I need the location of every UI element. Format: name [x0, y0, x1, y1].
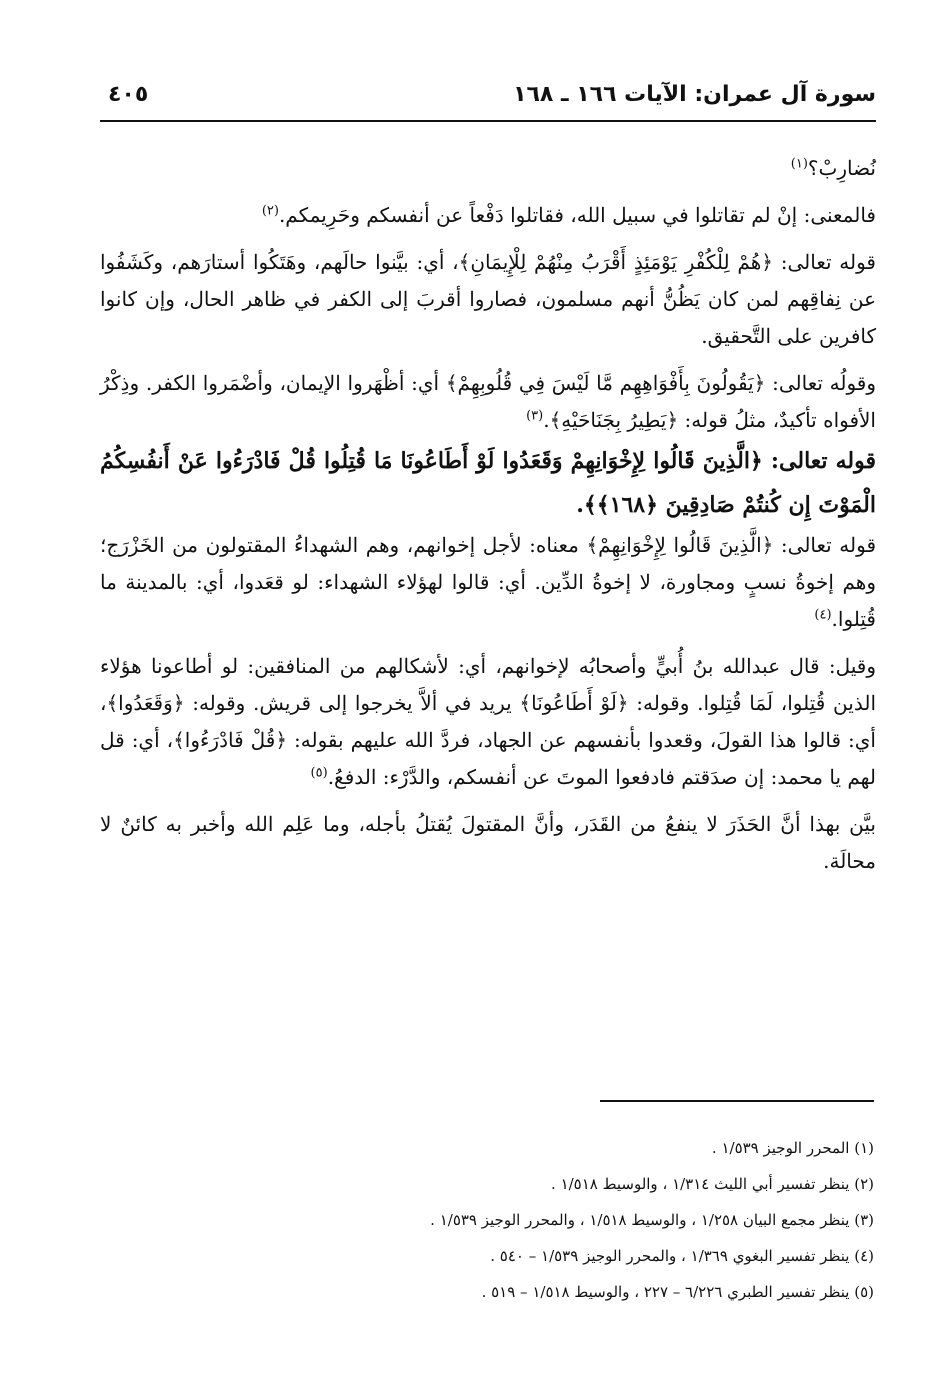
running-title: سورة آل عمران: الآيات ١٦٦ ـ ١٦٨: [513, 82, 876, 107]
verse-heading: قوله تعالى: ﴿الَّذِينَ قَالُوا لِإِخْوَانِهِمْ وَقَعَدُوا لَوْ أَطَاعُونَا مَا قُتِلُوا قُلْ فَادْرَءُوا عَنْ أَنفُسِكُمُ الْمَوْتَ إِن كُنتُمْ صَادِقِينَ ﴿١٦٨﴾﴾.: [100, 448, 876, 518]
paragraph-4-text: وقولُه تعالى: ﴿يَقُولُونَ بِأَفْوَاهِهِم مَّا لَيْسَ فِي قُلُوبِهِمْ﴾ أي: أظْهَروا الإيمان، وأضْمَروا الكفر. وذِكْرُ الأفواه تأكيدٌ، مثلُ قوله: ﴿يَطِيرُ بِجَنَاحَيْهِ﴾.: [100, 371, 877, 432]
paragraph-2: [100, 197, 876, 234]
footnote-1: (١) المحرر الوجيز ١/٥٣٩ .: [711, 1139, 874, 1157]
footnotes: [100, 1130, 874, 1310]
footnote-ref-4: (٤): [814, 607, 832, 623]
paragraph-6-text: وقيل: قال عبدالله بنُ أُبيٍّ وأصحابُه لإخوانهم، أي: لأشكالهم من المنافقين: لو أطاعونا هؤلاء الذين قُتِلوا، لَمَا قُتِلوا. وقوله: ﴿لَوْ أَطَاعُونَا﴾ يريد في ألاَّ يخرجوا إلى قريش. وقوله: ﴿وَقَعَدُوا﴾، أي: قالوا هذا القولَ، وقعدوا بأنفسهم عن الجهاد، فردَّ الله عليهم بقوله: ﴿قُلْ فَادْرَءُوا﴾، أي: قل لهم يا محمد: إن صدَقتم فادفعوا الموتَ عن أنفسكم، والدَّرْء: الدفعُ.: [100, 654, 876, 789]
paragraph-1: [100, 150, 876, 187]
footnote-ref-1: (١): [790, 156, 808, 172]
paragraph-5-text: قوله تعالى: ﴿الَّذِينَ قَالُوا لِإِخْوَانِهِمْ﴾ معناه: لأجل إخوانهم، وهم الشهداءُ المقتولون من الخَزْرَج؛ وهم إخوةُ نسبٍ ومجاورة، لا إخوةُ الدِّين. أي: قالوا لهؤلاء الشهداء: لو قعَدوا، أي: بالمدينة ما قُتِلوا.: [100, 533, 876, 631]
paragraph-6: [100, 648, 876, 796]
page-number: ٤٠٥: [108, 82, 149, 107]
footnote-5: (٥) ينظر تفسير الطبري ٦/٢٢٦ – ٢٢٧ ، والوسيط ١/٥١٨ – ٥١٩ .: [481, 1283, 874, 1301]
page-header: [100, 78, 876, 122]
paragraph-7: بيَّن بهذا أنَّ الحَذَرَ لا ينفعُ من القَدَر، وأنَّ المقتولَ يُقتلُ بأجله، وما عَلِم الله وأخبر به كائنٌ لا محالَة.: [100, 812, 876, 873]
footnote-separator: [600, 1100, 874, 1102]
footnote-ref-5: (٥): [310, 765, 328, 781]
paragraph-3: قوله تعالى: ﴿هُمْ لِلْكُفْرِ يَوْمَئِذٍ أَقْرَبُ مِنْهُمْ لِلْإِيمَانِ﴾، أي: بيَّنوا حالَهم، وهَتَكُوا أستارَهم، وكَشَفُوا عن نِفاقِهم لمن كان يَظُنُّ أنهم مسلمون، فصاروا أقربَ إلى الكفر في ظاهر الحال، وإن كانوا كافرين على التَّحقيق.: [100, 250, 876, 348]
main-text: [100, 150, 876, 880]
footnote-4: (٤) ينظر تفسير البغوي ١/٣٦٩ ، والمحرر الوجيز ١/٥٣٩ – ٥٤٠ .: [490, 1247, 874, 1265]
paragraph-1-text: نُضارِبْ؟: [807, 156, 876, 180]
footnote-ref-3: (٣): [526, 408, 544, 424]
paragraph-2-text: فالمعنى: إنْ لم تقاتلوا في سبيل الله، فقاتلوا دَفْعاً عن أنفسكم وحَرِيمكم.: [278, 203, 876, 227]
footnote-2: (٢) ينظر تفسير أبي الليث ١/٣١٤ ، والوسيط ١/٥١٨ .: [551, 1175, 874, 1193]
footnote-3: (٣) ينظر مجمع البيان ١/٢٥٨ ، والوسيط ١/٥١٨ ، والمحرر الوجيز ١/٥٣٩ .: [430, 1211, 874, 1229]
footnote-ref-2: (٢): [261, 203, 279, 219]
paragraph-4: [100, 365, 876, 439]
paragraph-5: [100, 527, 876, 638]
